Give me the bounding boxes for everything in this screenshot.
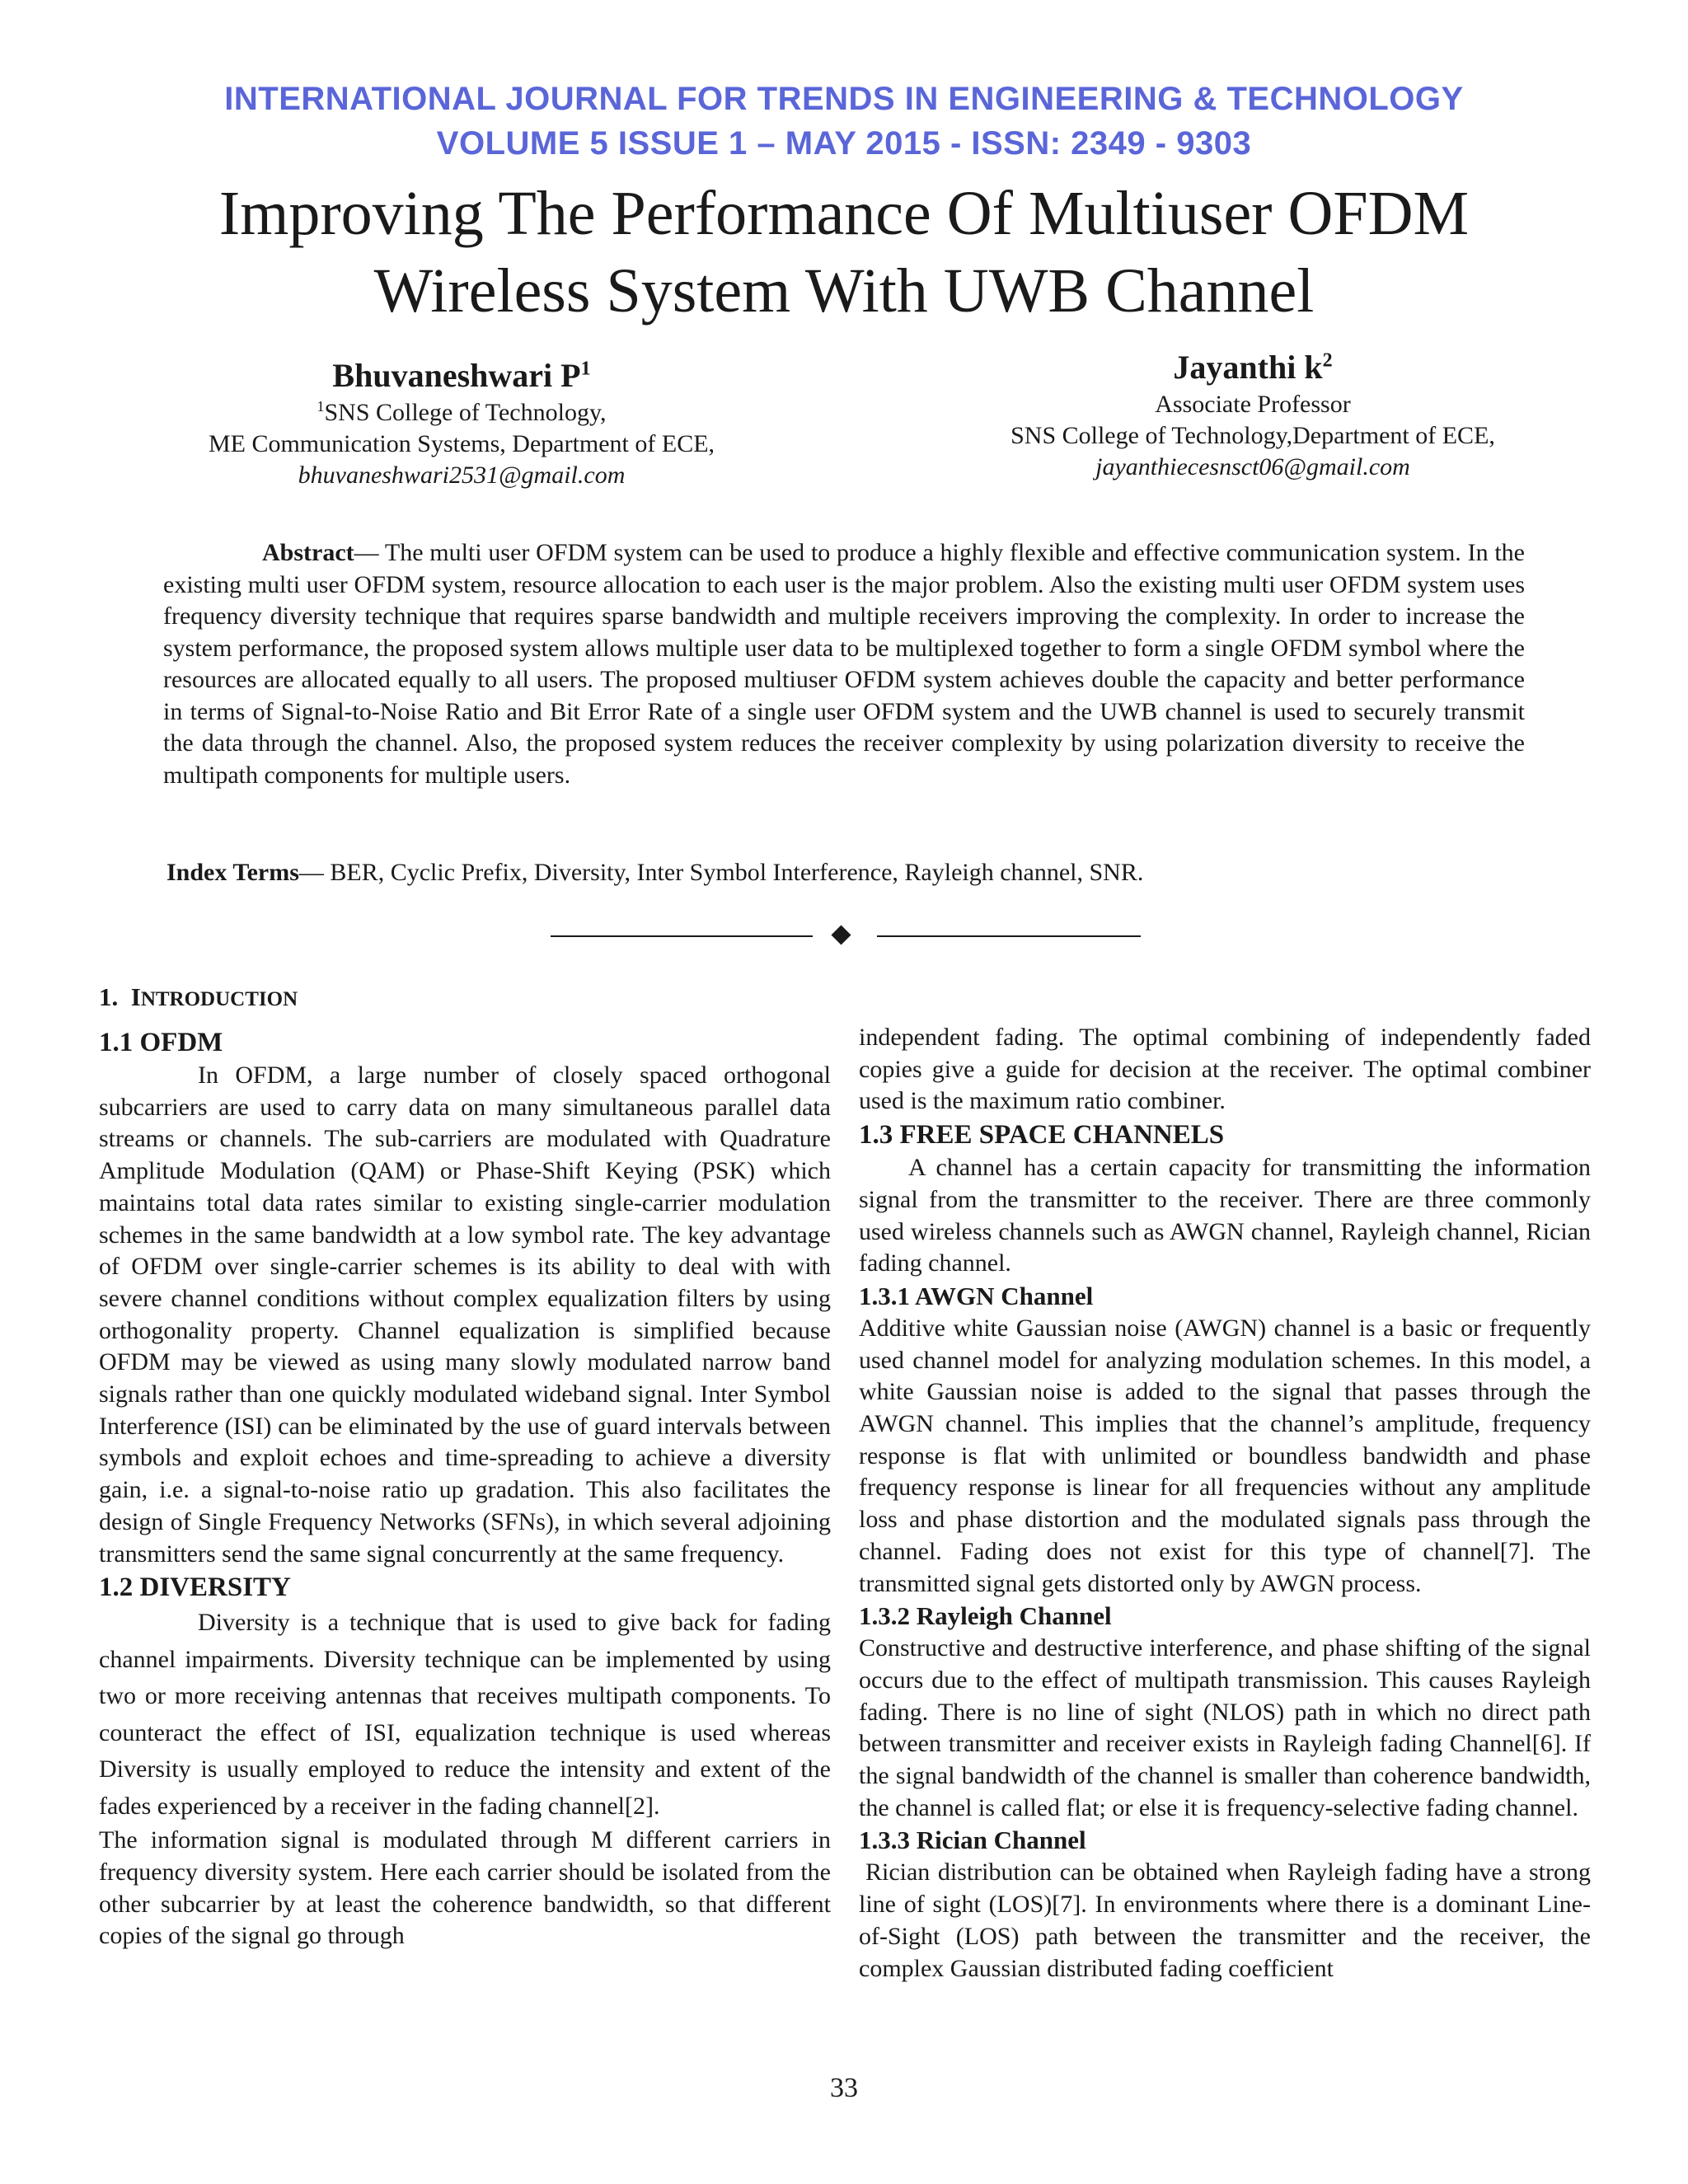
author-name-text: Bhuvaneshwari P — [332, 357, 581, 394]
section-separator — [0, 923, 1688, 948]
paragraph-awgn-channel: Additive white Gaussian noise (AWGN) channel is a basic or frequently used channel model for analyzing modulation schemes. In this model, a white Gaussian noise is added to the signal that passes through the AWGN channel. This implies that the channel’s amplitude, frequency response is flat with unlimited or boundless bandwidth and phase frequency response is linear for all frequencies without any amplitude loss and phase distortion and the modulated signals pass through the channel. Fading does not exist for this type of channel[7]. The transmitted signal gets distorted only by AWGN process. — [859, 1314, 1591, 1597]
author-email[interactable]: jayanthiecesnsct06@gmail.com — [1095, 453, 1410, 480]
diamond-icon — [831, 925, 851, 944]
abstract-paragraph — [163, 537, 1525, 791]
heading-rayleigh-channel: 1.3.2 Rayleigh Channel — [859, 1601, 1112, 1631]
abstract-dash: — — [354, 539, 385, 566]
heading-rician-channel: 1.3.3 Rician Channel — [859, 1825, 1086, 1855]
section-number: 1. — [99, 982, 119, 1011]
author-block-2 — [948, 346, 1558, 483]
journal-issue: VOLUME 5 ISSUE 1 – MAY 2015 - ISSN: 2349 - 9303 — [436, 125, 1252, 162]
author-block-1 — [157, 354, 767, 491]
title-line-1: Improving The Performance Of Multiuser OFDM — [218, 179, 1470, 248]
affiliation-line-1: SNS College of Technology, — [324, 399, 607, 426]
heading-free-space-channels: 1.3 FREE SPACE CHANNELS — [859, 1120, 1225, 1151]
abstract-label: Abstract — [262, 539, 354, 566]
paragraph-diversity-1: Diversity is a technique that is used to give back for fading channel impairments. Diversity technique can be implemented by using two or more receiving antennas that receives multipath components. To counteract the effect of ISI, equalization technique is used whereas Diversity is usually employed to reduce the intensity and extent of the fades experienced by a receiver in the fading channel[2]. — [99, 1609, 831, 1820]
page-number: 33 — [830, 2073, 858, 2103]
journal-name: INTERNATIONAL JOURNAL FOR TRENDS IN ENGINEERING & TECHNOLOGY — [224, 81, 1464, 117]
heading-ofdm: 1.1 OFDM — [99, 1028, 223, 1057]
author-name-text: Jayanthi k — [1173, 349, 1323, 386]
right-column — [859, 1022, 1591, 1985]
heading-awgn-channel: 1.3.1 AWGN Channel — [859, 1281, 1094, 1310]
paragraph-ofdm: In OFDM, a large number of closely spaced orthogonal subcarriers are used to carry data on many simultaneous parallel data streams or channels. The sub-carriers are modulated with Quadrature Amplitude Modulation (QAM) or Phase-Shift Keying (PSK) which maintains total data rates similar to existing single-carrier modulation schemes in the same bandwidth at a low symbol rate. The key advantage of OFDM over single-carrier schemes is its ability to deal with with severe channel conditions without complex equalization filters by using orthogonality property. Channel equalization is simplified because OFDM may be viewed as using many slowly modulated narrow band signals rather than one quickly modulated wideband signal. Inter Symbol Interference (ISI) can be eliminated by the use of guard intervals between symbols and exploit echoes and time-spreading to achieve a diversity gain, i.e. a signal-to-noise ratio up gradation. This also facilitates the design of Single Frequency Networks (SFNs), in which several adjoining transmitters send the same signal concurrently at the same frequency. — [99, 1062, 831, 1568]
heading-rest: NTRODUCTION — [140, 988, 298, 1010]
author-email[interactable]: bhuvaneshwari2531@gmail.com — [298, 462, 626, 489]
heading-diversity: 1.2 DIVERSITY — [99, 1572, 291, 1603]
author-name — [948, 346, 1558, 389]
index-terms — [166, 857, 1526, 888]
paragraph-diversity-continued: independent fading. The optimal combining of independently faded copies give a guide for decision at the receiver. The optimal combiner used is the maximum ratio combiner. — [859, 1024, 1591, 1115]
affiliation-sup: 1 — [316, 398, 325, 415]
paragraph-diversity-2: The information signal is modulated through M different carriers in frequency diversity system. Here each carrier should be isolated from the other subcarrier by at least the coherence bandwidth, so that different copies of the signal go through — [99, 1826, 831, 1950]
section-heading-introduction — [99, 982, 298, 1012]
author-affiliation: SNS College of Technology,Department of ECE, — [1010, 422, 1495, 449]
author-name — [157, 354, 767, 397]
title-line-2: Wireless System With UWB Channel — [373, 256, 1315, 326]
author-title: Associate Professor — [1155, 391, 1351, 418]
left-column — [99, 1025, 831, 1952]
abstract — [163, 537, 1525, 791]
author-sup: 1 — [580, 358, 591, 380]
paragraph-rayleigh-channel: Constructive and destructive interference, and phase shifting of the signal occurs due to the effect of multipath transmission. This causes Rayleigh fading. There is no line of sight (NLOS) path in which no direct path between transmitter and receiver exists in Rayleigh fading Channel[6]. If the signal bandwidth of the channel is smaller than coherence bandwidth, the channel is called flat; or else it is frequency-selective fading channel. — [859, 1634, 1591, 1821]
paragraph-rician-channel: Rician distribution can be obtained when Rayleigh fading have a strong line of sight (LOS)[7]. In environments where there is a dominant Line-of-Sight (LOS) path between the transmitter and the receiver, the complex Gaussian distributed fading coefficient — [859, 1858, 1591, 1982]
index-terms-label: Index Terms — [166, 859, 299, 886]
author-sup: 2 — [1322, 349, 1333, 372]
heading-initial: I — [130, 982, 141, 1011]
separator-line-right — [877, 935, 1141, 937]
affiliation-line-2: ME Communication Systems, Department of ECE, — [208, 430, 715, 457]
paper-title — [0, 175, 1688, 330]
abstract-text: The multi user OFDM system can be used to produce a highly flexible and effective communication system. In the existing multi user OFDM system, resource allocation to each user is the major problem. Also the existing multi user OFDM system uses frequency diversity technique that requires sparse bandwidth and multiple receivers improving the complexity. In order to increase the system performance, the proposed system allows multiple user data to be multiplexed together to form a single OFDM symbol where the resources are allocated equally to all users. The proposed multiuser OFDM system achieves double the capacity and better performance in terms of Signal-to-Noise Ratio and Bit Error Rate of a single user OFDM system and the UWB channel is used to securely transmit the data through the channel. Also, the proposed system reduces the receiver complexity by using polarization diversity to receive the multipath components for multiple users. — [163, 539, 1525, 789]
index-terms-dash: — — [298, 859, 331, 886]
paragraph-free-space-channels: A channel has a certain capacity for transmitting the information signal from the transmitter to the receiver. There are three commonly used wireless channels such as AWGN channel, Rayleigh channel, Rician fading channel. — [859, 1154, 1591, 1277]
separator-line-left — [551, 935, 813, 937]
index-terms-text: BER, Cyclic Prefix, Diversity, Inter Symbol Interference, Rayleigh channel, SNR. — [330, 859, 1144, 886]
author-affiliation — [157, 397, 767, 429]
